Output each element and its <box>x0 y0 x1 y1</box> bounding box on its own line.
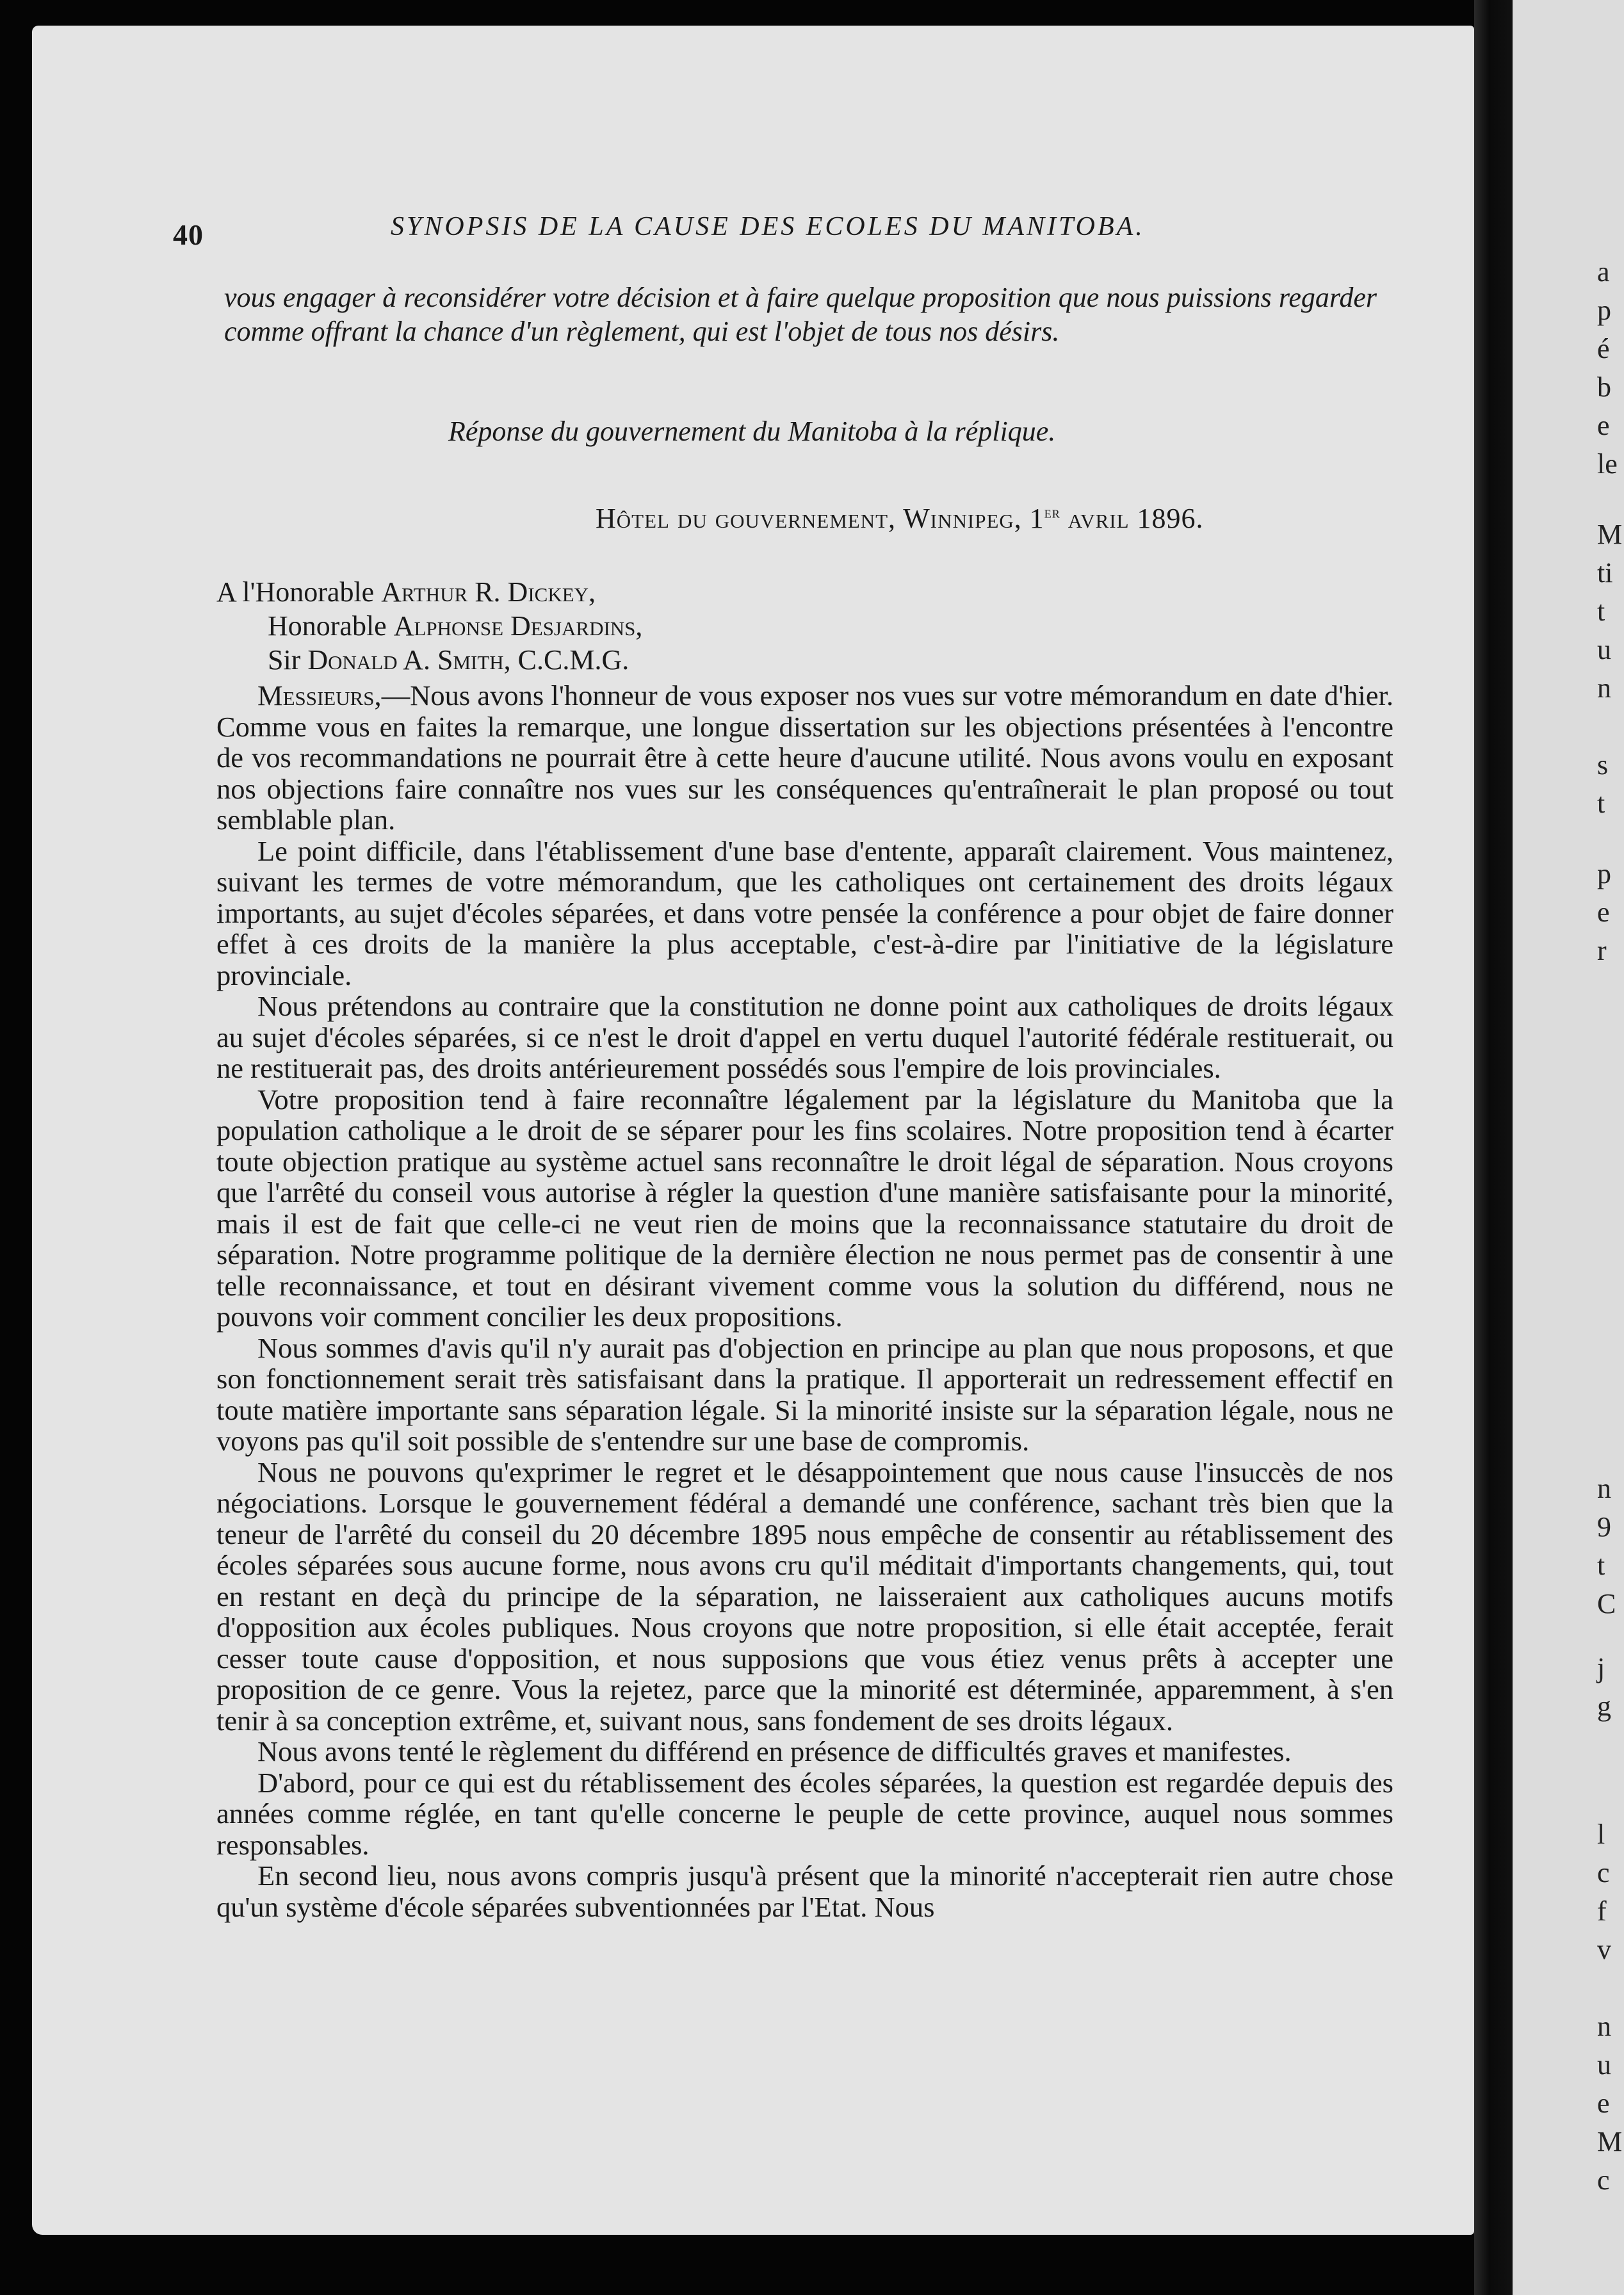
next-page-fragment: le <box>1597 448 1618 480</box>
addressee-name: Alphonse Desjardins, <box>393 610 643 642</box>
next-page-fragment: v <box>1597 1934 1611 1965</box>
section-heading: Réponse du gouvernement du Manitoba à la réplique. <box>448 416 1056 447</box>
next-page-fragment: c <box>1597 2164 1610 2196</box>
next-page-fragment: n <box>1597 672 1611 704</box>
next-page-fragment: p <box>1597 295 1611 326</box>
next-page-fragment: n <box>1597 2011 1611 2042</box>
next-page-fragment: t <box>1597 1550 1605 1581</box>
intro-paragraph: vous engager à reconsidérer votre décision et à faire quelque proposition que nous puissions regarder comme offrant la chance d'un règlement, qui est l'objet de tous nos désirs. <box>224 282 1377 347</box>
dateline-place: Hôtel du gouvernement, Winnipeg, <box>596 503 1022 534</box>
next-page-fragment: M <box>1597 2126 1623 2157</box>
body-paragraph: Nous ne pouvons qu'exprimer le regret et le désappointement que nous cause l'insuccès de nos négociations. Lorsque le gouvernement fédéral a demandé une conférence, sachant très bien que la teneur de l'arrêté du conseil du 20 décembre 1895 nous empêche de consentir au rétablissement des écoles séparées sous aucune forme, nous avons cru qu'il méditait d'importants changements, qui, tout en restant en deçà du principe de la séparation, ne laisseraient aux catholiques aucuns motifs d'opposition aux écoles publiques. Nous croyons que notre proposition, si elle était acceptée, ferait cesser toute cause d'opposition, et nous supposions que vous étiez venus prêts à accepter une proposition de ce genre. Vous la rejetez, parce que la minorité est déterminée, apparemment, à s'en tenir à sa conception extrême, et, suivant nous, sans fondement de ses droits légaux. <box>216 1456 1393 1737</box>
addressee-name: Arthur R. Dickey, <box>381 576 596 608</box>
addressee-suffix: C.C.M.G. <box>517 644 629 676</box>
book-page <box>32 26 1474 2235</box>
address-prefix: Sir <box>268 644 301 676</box>
address-line-3 <box>216 643 642 677</box>
addressee-name: Donald A. Smith, <box>307 644 511 676</box>
next-page-fragment: e <box>1597 2088 1610 2119</box>
body-paragraph: D'abord, pour ce qui est du rétablissement des écoles séparées, la question est regardée depuis des années comme réglée, en tant qu'elle concerne le peuple de cette province, auquel nous sommes responsables. <box>216 1766 1393 1861</box>
next-page-fragment: a <box>1597 256 1610 288</box>
dateline <box>596 502 1204 535</box>
letter-body <box>216 680 1393 1922</box>
address-prefix: A l'Honorable <box>216 576 375 608</box>
next-page-fragment: e <box>1597 410 1610 441</box>
next-page-fragment: c <box>1597 1857 1610 1888</box>
dateline-day: 1 <box>1029 503 1044 534</box>
dateline-rest: avril 1896. <box>1068 503 1204 534</box>
page-number: 40 <box>173 218 204 251</box>
address-line-1 <box>216 575 642 609</box>
next-page-fragment: j <box>1597 1652 1605 1683</box>
next-page-fragment: f <box>1597 1895 1607 1927</box>
address-line-2 <box>216 609 642 643</box>
address-prefix: Honorable <box>268 610 387 642</box>
next-page-fragment: C <box>1597 1588 1616 1619</box>
body-paragraph: Nous sommes d'avis qu'il n'y aurait pas d'objection en principe au plan que nous proposons, et que son fonctionnement serait très satisfaisant dans la pratique. Il apporterait un redressement effectif en toute matière importante sans séparation légale. Si la minorité insiste sur la séparation légale, nous ne voyons pas qu'il soit possible de s'entendre sur une base de compromis. <box>216 1331 1393 1457</box>
body-paragraph: Nous avons tenté le règlement du différend en présence de difficultés graves et manifestes. <box>257 1735 1292 1767</box>
address-block <box>216 575 642 677</box>
next-page-fragment: b <box>1597 371 1611 403</box>
next-page-fragment: e <box>1597 896 1610 928</box>
next-page-fragment: u <box>1597 2049 1611 2080</box>
book-gutter <box>1474 0 1513 2295</box>
next-page-fragment: M <box>1597 519 1623 550</box>
body-paragraph <box>216 680 1393 836</box>
dateline-day-suffix: er <box>1044 503 1060 522</box>
body-paragraph: Le point difficile, dans l'établissement d'une base d'entente, apparaît clairement. Vous maintenez, suivant les termes de votre mémorandum, que les catholiques ont certainement des droits légaux importants, au sujet d'écoles séparées, et dans votre pensée la conférence a pour objet de faire donner effet à ces droits de la manière la plus acceptable, c'est-à-dire par l'initiative de la législature provinciale. <box>216 834 1393 991</box>
next-page-fragment: t <box>1597 596 1605 627</box>
next-page-fragment: ti <box>1597 557 1613 588</box>
next-page-edge <box>1513 0 1624 2295</box>
running-head: SYNOPSIS DE LA CAUSE DES ECOLES DU MANITOBA. <box>391 212 1145 241</box>
next-page-fragment: t <box>1597 788 1605 819</box>
next-page-fragment: é <box>1597 333 1610 364</box>
next-page-fragment: g <box>1597 1691 1611 1722</box>
next-page-fragment: p <box>1597 858 1611 889</box>
salutation: Messieurs, <box>257 679 382 711</box>
next-page-fragment: r <box>1597 935 1607 966</box>
body-paragraph: Votre proposition tend à faire reconnaître légalement par la législature du Manitoba que la population catholique a le droit de se séparer pour les fins scolaires. Notre proposition tend à écarter toute objection pratique au système actuel sans reconnaître le droit légal de séparation. Nous croyons que l'arrêté du conseil vous autorise à régler la question d'une manière satisfaisante pour la minorité, mais il est de fait que celle-ci ne veut rien de moins que la reconnaissance statutaire du droit de séparation. Notre programme politique de la dernière élection ne nous permet pas de consentir à une telle reconnaissance, et tout en désirant vivement comme vous la solution du différend, nous ne pouvons voir comment concilier les deux propositions. <box>216 1083 1393 1333</box>
next-page-fragment: n <box>1597 1473 1611 1504</box>
next-page-fragment: 9 <box>1597 1511 1611 1543</box>
body-paragraph: En second lieu, nous avons compris jusqu'à présent que la minorité n'accepterait rien autre chose qu'un système d'école séparées subventionnées par l'Etat. Nous <box>216 1860 1393 1923</box>
body-paragraph: Nous prétendons au contraire que la constitution ne donne point aux catholiques de droits légaux au sujet d'écoles séparées, si ce n'est le droit d'appel en vertu duquel l'autorité fédérale restituerait, ou ne restituerait pas, des droits antérieurement possédés sous l'empire de lois provinciales. <box>216 990 1393 1084</box>
next-page-fragment: u <box>1597 634 1611 665</box>
next-page-fragment: l <box>1597 1819 1605 1850</box>
paragraph-text: —Nous avons l'honneur de vous exposer nos vues sur votre mémorandum en date d'hier. Comme vous en faites la remarque, une longue dissertation sur les objections présentées à l'encontre de vos recommandations ne pourrait être à cette heure d'aucune utilité. Nous avons voulu en exposant nos objections faire connaître nos vues sur les conséquences qu'entraînerait le plan proposé ou tout semblable plan. <box>216 679 1393 836</box>
next-page-fragment: s <box>1597 749 1609 781</box>
